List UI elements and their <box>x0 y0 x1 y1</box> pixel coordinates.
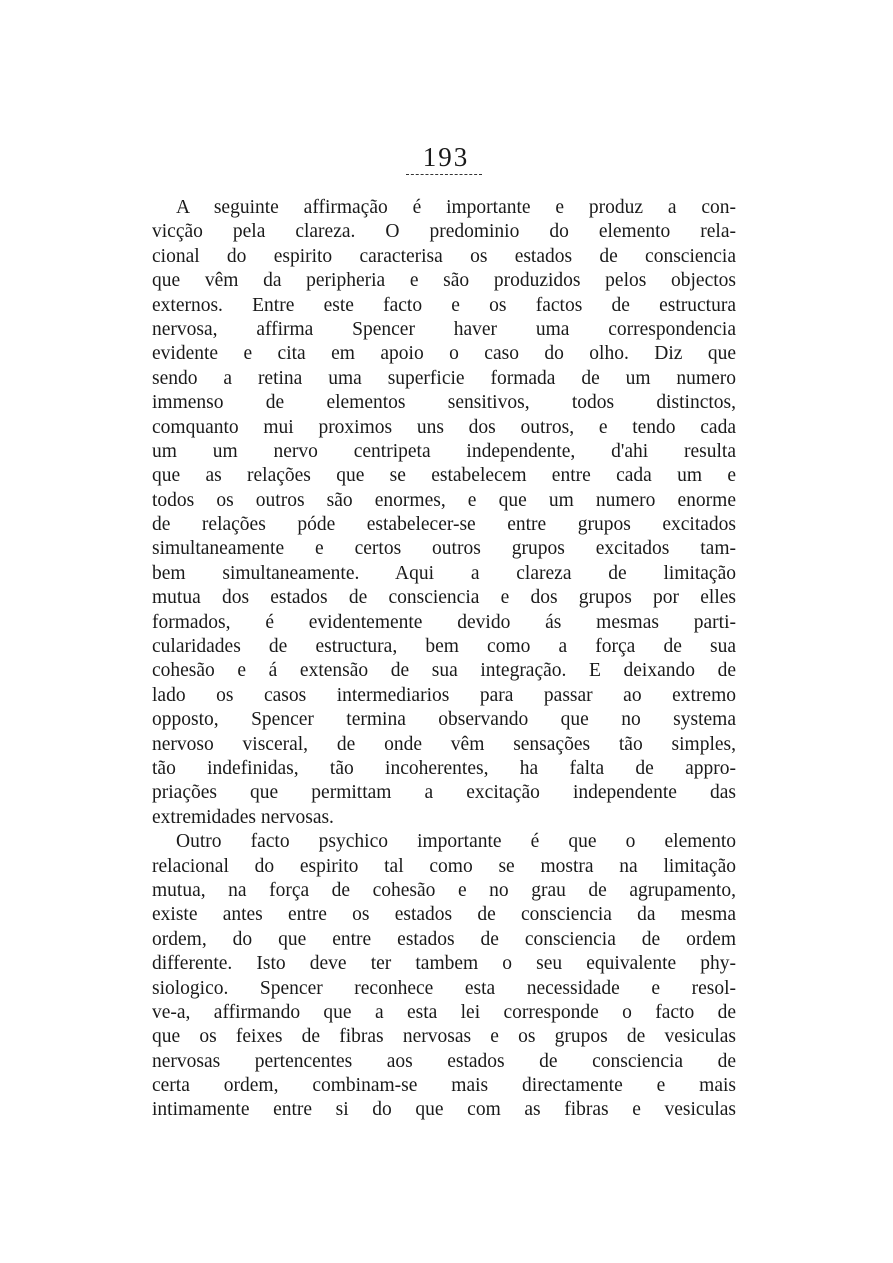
text-line: Outro facto psychico importante é que o elemento <box>176 831 736 853</box>
text-line: mutua dos estados de consciencia e dos grupos por elles <box>152 587 736 609</box>
text-line: A seguinte affirmação é importante e produz a con- <box>176 197 736 218</box>
text-line: vicção pela clareza. O predominio do elemento rela- <box>152 221 736 243</box>
page-number-rule <box>406 174 482 175</box>
text-line: intimamente entre si do que com as fibras e vesiculas <box>152 1099 736 1121</box>
text-line: relacional do espirito tal como se mostra na limitação <box>152 855 736 877</box>
text-line: bem simultaneamente. Aqui a clareza de limitação <box>152 562 736 584</box>
text-line: que os feixes de fibras nervosas e os grupos de vesiculas <box>152 1026 736 1048</box>
text-line: nervosas pertencentes aos estados de consciencia de <box>152 1050 736 1072</box>
text-line: formados, é evidentemente devido ás mesmas parti- <box>152 611 736 633</box>
text-line: extremidades nervosas. <box>152 806 334 828</box>
text-line: comquanto mui proximos uns dos outros, e tendo cada <box>152 416 736 438</box>
text-line: immenso de elementos sensitivos, todos distinctos, <box>152 392 736 414</box>
text-line: cularidades de estructura, bem como a força de sua <box>152 636 736 658</box>
text-line: ve-a, affirmando que a esta lei corresponde o facto de <box>152 1001 736 1023</box>
text-line: nervoso visceral, de onde vêm sensações tão simples, <box>152 733 736 755</box>
text-line: siologico. Spencer reconhece esta necessidade e resol- <box>152 977 736 999</box>
text-line: mutua, na força de cohesão e no grau de agrupamento, <box>152 879 736 901</box>
text-line: ordem, do que entre estados de consciencia de ordem <box>152 928 736 950</box>
text-line: differente. Isto deve ter tambem o seu equivalente phy- <box>152 953 736 975</box>
text-line: priações que permittam a excitação independente das <box>152 782 736 804</box>
text-line: opposto, Spencer termina observando que no systema <box>152 709 736 731</box>
text-line: sendo a retina uma superficie formada de um numero <box>152 367 736 389</box>
text-line: cional do espirito caracterisa os estados de consciencia <box>152 245 736 267</box>
text-line: existe antes entre os estados de consciencia da mesma <box>152 904 736 926</box>
text-line: lado os casos intermediarios para passar ao extremo <box>152 684 736 706</box>
text-line: que as relações que se estabelecem entre cada um e <box>152 465 736 487</box>
text-line: nervosa, affirma Spencer haver uma correspondencia <box>152 318 736 340</box>
text-line: externos. Entre este facto e os factos de estructura <box>152 294 736 316</box>
text-line: todos os outros são enormes, e que um numero enorme <box>152 489 736 511</box>
text-line: tão indefinidas, tão incoherentes, ha falta de appro- <box>152 757 736 779</box>
text-line: que vêm da peripheria e são produzidos pelos objectos <box>152 270 736 292</box>
body-text <box>152 196 736 1123</box>
text-line: simultaneamente e certos outros grupos excitados tam- <box>152 538 736 560</box>
text-line: evidente e cita em apoio o caso do olho. Diz que <box>152 343 736 365</box>
text-line: um um nervo centripeta independente, d'ahi resulta <box>152 440 736 462</box>
text-line: certa ordem, combinam-se mais directamente e mais <box>152 1075 736 1097</box>
text-line: cohesão e á extensão de sua integração. E deixando de <box>152 660 736 682</box>
text-line: de relações póde estabelecer-se entre grupos excitados <box>152 514 736 536</box>
page-number: 193 <box>422 142 470 172</box>
